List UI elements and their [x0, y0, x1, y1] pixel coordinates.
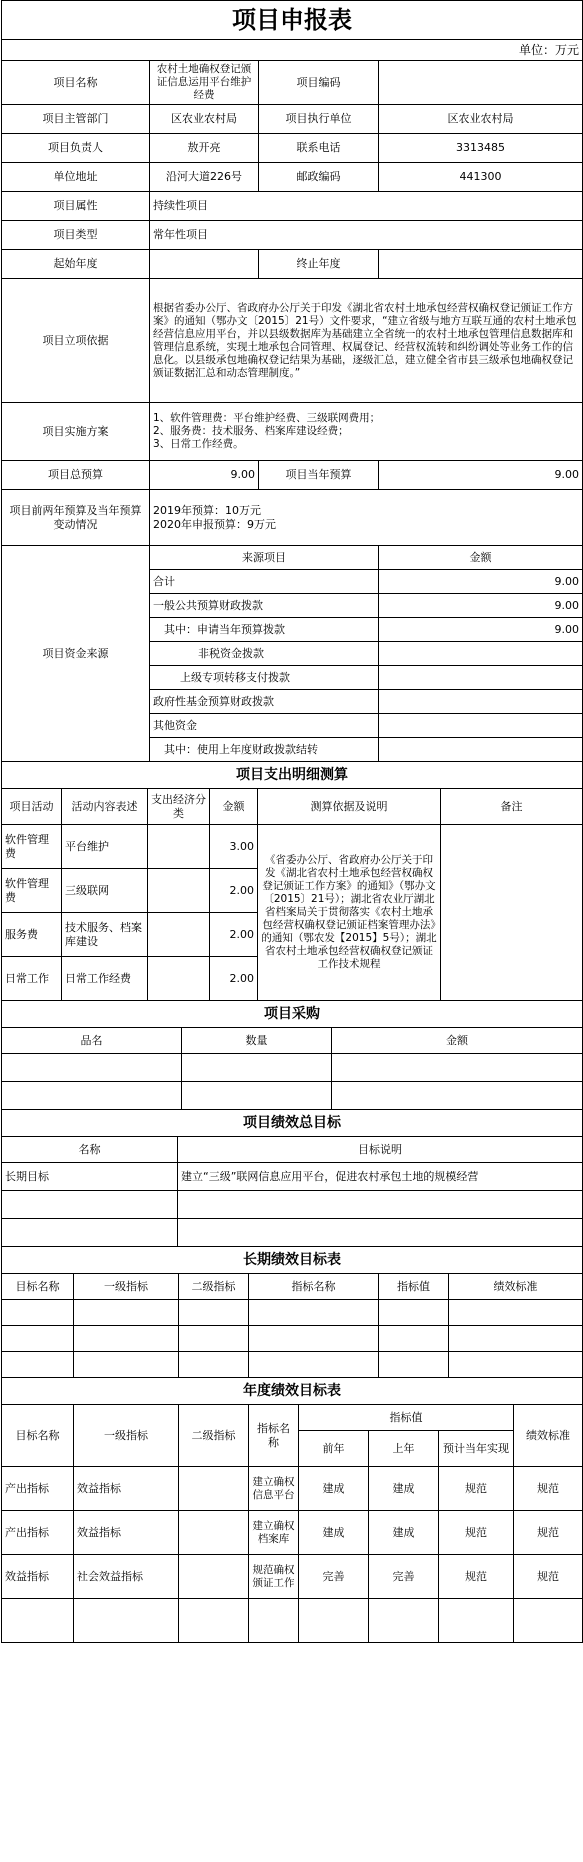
expense-content: 三级联网	[62, 869, 148, 913]
exec-unit-value: 区农业农村局	[379, 105, 583, 134]
zip-value: 441300	[379, 163, 583, 192]
funding-row-amount: 9.00	[379, 618, 583, 642]
overall-section-title: 项目绩效总目标	[2, 1110, 583, 1137]
annual-prev: 完善	[299, 1555, 369, 1599]
funding-row-amount	[379, 666, 583, 690]
page-title: 项目申报表	[2, 1, 583, 40]
longterm-section-title: 长期绩效目标表	[2, 1247, 583, 1274]
annual-header-value: 指标值	[299, 1405, 514, 1431]
annual-header-last: 上年	[369, 1431, 439, 1467]
annual-header-expect: 预计当年实现	[439, 1431, 514, 1467]
table-row	[2, 1555, 583, 1599]
funding-row-amount	[379, 714, 583, 738]
longterm-header: 绩效标准	[449, 1274, 583, 1300]
plan-line: 3、日常工作经费。	[153, 438, 244, 450]
annual-last: 建成	[369, 1467, 439, 1511]
annual-table	[1, 1377, 583, 1643]
annual-indicator: 规范确权颁证工作	[249, 1555, 299, 1599]
table-row	[2, 1326, 583, 1352]
project-code-value	[379, 61, 583, 105]
table-row	[2, 1467, 583, 1511]
type-label: 项目类型	[2, 221, 150, 250]
attr-label: 项目属性	[2, 192, 150, 221]
annual-expect: 规范	[439, 1467, 514, 1511]
expense-category	[148, 869, 210, 913]
annual-level1: 社会效益指标	[74, 1555, 179, 1599]
table-row	[2, 1300, 583, 1326]
plan-label: 项目实施方案	[2, 403, 150, 461]
annual-prev: 建成	[299, 1511, 369, 1555]
funding-row-amount	[379, 738, 583, 762]
annual-level1: 效益指标	[74, 1467, 179, 1511]
expense-category	[148, 957, 210, 1001]
funding-head-source: 来源项目	[150, 546, 379, 570]
purchase-table	[1, 1000, 583, 1110]
expense-header: 备注	[441, 789, 583, 825]
annual-header-level2: 二级指标	[179, 1405, 249, 1467]
address-label: 单位地址	[2, 163, 150, 192]
funding-row-name: 非税资金拨款	[150, 642, 379, 666]
table-row	[2, 1191, 583, 1219]
expense-category	[148, 825, 210, 869]
expense-activity: 软件管理费	[2, 825, 62, 869]
expense-header: 项目活动	[2, 789, 62, 825]
dept-value: 区农业农村局	[150, 105, 259, 134]
longterm-table	[1, 1246, 583, 1378]
annual-level1: 效益指标	[74, 1511, 179, 1555]
project-name-value: 农村土地确权登记颁证信息运用平台维护经费	[150, 61, 259, 105]
expense-header: 活动内容表述	[62, 789, 148, 825]
table-row	[2, 1511, 583, 1555]
expense-amount: 2.00	[210, 869, 258, 913]
annual-header-standard: 绩效标准	[514, 1405, 583, 1467]
expense-content: 日常工作经费	[62, 957, 148, 1001]
budget-change-line: 2019年预算：10万元	[153, 503, 261, 517]
end-year-label: 终止年度	[259, 250, 379, 279]
attr-value: 持续性项目	[150, 192, 583, 221]
overall-goal-desc: 建立“三级”联网信息应用平台，促进农村承包土地的规模经营	[178, 1163, 583, 1191]
purchase-header: 品名	[2, 1028, 182, 1054]
longterm-header: 一级指标	[74, 1274, 179, 1300]
annual-name: 效益指标	[2, 1555, 74, 1599]
budget-change-text	[150, 490, 583, 546]
phone-value: 3313485	[379, 134, 583, 163]
funding-row-name: 其中：申请当年预算拨款	[150, 618, 379, 642]
purchase-section-title: 项目采购	[2, 1001, 583, 1028]
address-value: 沿河大道226号	[150, 163, 259, 192]
budget-change-label: 项目前两年预算及当年预算变动情况	[2, 490, 150, 546]
basic-info-table	[1, 0, 583, 546]
longterm-header: 目标名称	[2, 1274, 74, 1300]
table-row	[2, 1352, 583, 1378]
annual-indicator: 建立确权信息平台	[249, 1467, 299, 1511]
end-year-value	[379, 250, 583, 279]
table-row	[2, 1082, 583, 1110]
funding-row-amount: 9.00	[379, 570, 583, 594]
funding-table	[1, 545, 583, 762]
expense-amount: 2.00	[210, 913, 258, 957]
annual-indicator: 建立确权档案库	[249, 1511, 299, 1555]
overall-header: 名称	[2, 1137, 178, 1163]
funding-row-name: 政府性基金预算财政拨款	[150, 690, 379, 714]
type-value: 常年性项目	[150, 221, 583, 250]
expense-header: 金额	[210, 789, 258, 825]
funding-head-amount: 金额	[379, 546, 583, 570]
table-row	[2, 1599, 583, 1643]
expense-table	[1, 761, 583, 1001]
annual-level2	[179, 1511, 249, 1555]
annual-name: 产出指标	[2, 1467, 74, 1511]
annual-prev: 建成	[299, 1467, 369, 1511]
expense-content: 平台维护	[62, 825, 148, 869]
annual-section-title: 年度绩效目标表	[2, 1378, 583, 1405]
start-year-value	[150, 250, 259, 279]
funding-row-name: 一般公共预算财政拨款	[150, 594, 379, 618]
expense-basis: 《省委办公厅、省政府办公厅关于印发《湖北省农村土地承包经营权确权登记颁证工作方案》的通知》（鄂办文〔2015〕21号）；湖北省农业厅湖北省档案局关于贯彻落实《农村土地承包经营权确权登记颁证档案管理办法》的通知（鄂农发【2015】5号）；湖北省农村土地承包经营权确权登记颁证工作技术规程	[258, 825, 441, 1001]
expense-header: 测算依据及说明	[258, 789, 441, 825]
current-budget-label: 项目当年预算	[259, 461, 379, 490]
project-name-label: 项目名称	[2, 61, 150, 105]
expense-content: 技术服务、档案库建设	[62, 913, 148, 957]
basis-text: 根据省委办公厅、省政府办公厅关于印发《湖北省农村土地承包经营权确权登记颁证工作方案》的通知（鄂办文〔2015〕21号）文件要求，“建立省级与地方互联互通的农村土地承包经营信息应用平台，并以县级数据库为基础建立全省统一的农村土地承包管理信息数据库和管理信息系统，实现土地承包合同管理、权属登记、经营权流转和纠纷调处等业务工作的信息化。以县级承包地确权登记结果为基础，逐级汇总，建立健全省市县三级承包地确权登记颁证数据汇总和动态管理制度。”	[150, 279, 583, 403]
start-year-label: 起始年度	[2, 250, 150, 279]
purchase-header: 数量	[182, 1028, 332, 1054]
table-row	[2, 1054, 583, 1082]
total-budget-value: 9.00	[150, 461, 259, 490]
expense-remark	[441, 825, 583, 1001]
expense-section-title: 项目支出明细测算	[2, 762, 583, 789]
annual-standard: 规范	[514, 1555, 583, 1599]
plan-line: 1、软件管理费：平台维护经费、三级联网费用；	[153, 412, 381, 424]
table-row	[2, 1163, 583, 1191]
project-code-label: 项目编码	[259, 61, 379, 105]
annual-header-name: 目标名称	[2, 1405, 74, 1467]
plan-text	[150, 403, 583, 461]
funding-row-name: 其中：使用上年度财政拨款结转	[150, 738, 379, 762]
annual-last: 完善	[369, 1555, 439, 1599]
funding-label: 项目资金来源	[2, 546, 150, 762]
funding-row-amount	[379, 690, 583, 714]
basis-label: 项目立项依据	[2, 279, 150, 403]
funding-row-name: 其他资金	[150, 714, 379, 738]
unit-label: 单位：万元	[2, 40, 583, 61]
expense-activity: 日常工作	[2, 957, 62, 1001]
phone-label: 联系电话	[259, 134, 379, 163]
person-value: 敖开亮	[150, 134, 259, 163]
annual-standard: 规范	[514, 1467, 583, 1511]
person-label: 项目负责人	[2, 134, 150, 163]
expense-amount: 3.00	[210, 825, 258, 869]
funding-row-name: 合计	[150, 570, 379, 594]
annual-expect: 规范	[439, 1555, 514, 1599]
longterm-header: 指标名称	[249, 1274, 379, 1300]
annual-header-level1: 一级指标	[74, 1405, 179, 1467]
total-budget-label: 项目总预算	[2, 461, 150, 490]
annual-last: 建成	[369, 1511, 439, 1555]
annual-header-prev: 前年	[299, 1431, 369, 1467]
exec-unit-label: 项目执行单位	[259, 105, 379, 134]
expense-activity: 服务费	[2, 913, 62, 957]
funding-row-name: 上级专项转移支付拨款	[150, 666, 379, 690]
plan-line: 2、服务费：技术服务、档案库建设经费；	[153, 425, 349, 437]
expense-amount: 2.00	[210, 957, 258, 1001]
expense-header: 支出经济分类	[148, 789, 210, 825]
purchase-header: 金额	[332, 1028, 583, 1054]
annual-level2	[179, 1555, 249, 1599]
table-row	[2, 825, 583, 869]
overall-goal-name: 长期目标	[2, 1163, 178, 1191]
report-sheet	[1, 0, 582, 1643]
budget-change-line: 2020年申报预算：9万元	[153, 517, 276, 531]
dept-label: 项目主管部门	[2, 105, 150, 134]
longterm-header: 指标值	[379, 1274, 449, 1300]
overall-goal-table	[1, 1109, 583, 1247]
annual-level2	[179, 1467, 249, 1511]
longterm-header: 二级指标	[179, 1274, 249, 1300]
expense-category	[148, 913, 210, 957]
zip-label: 邮政编码	[259, 163, 379, 192]
annual-header-indicator: 指标名称	[249, 1405, 299, 1467]
annual-name: 产出指标	[2, 1511, 74, 1555]
funding-row-amount	[379, 642, 583, 666]
annual-standard: 规范	[514, 1511, 583, 1555]
table-row	[2, 1219, 583, 1247]
overall-header: 目标说明	[178, 1137, 583, 1163]
expense-activity: 软件管理费	[2, 869, 62, 913]
funding-row-amount: 9.00	[379, 594, 583, 618]
current-budget-value: 9.00	[379, 461, 583, 490]
annual-expect: 规范	[439, 1511, 514, 1555]
